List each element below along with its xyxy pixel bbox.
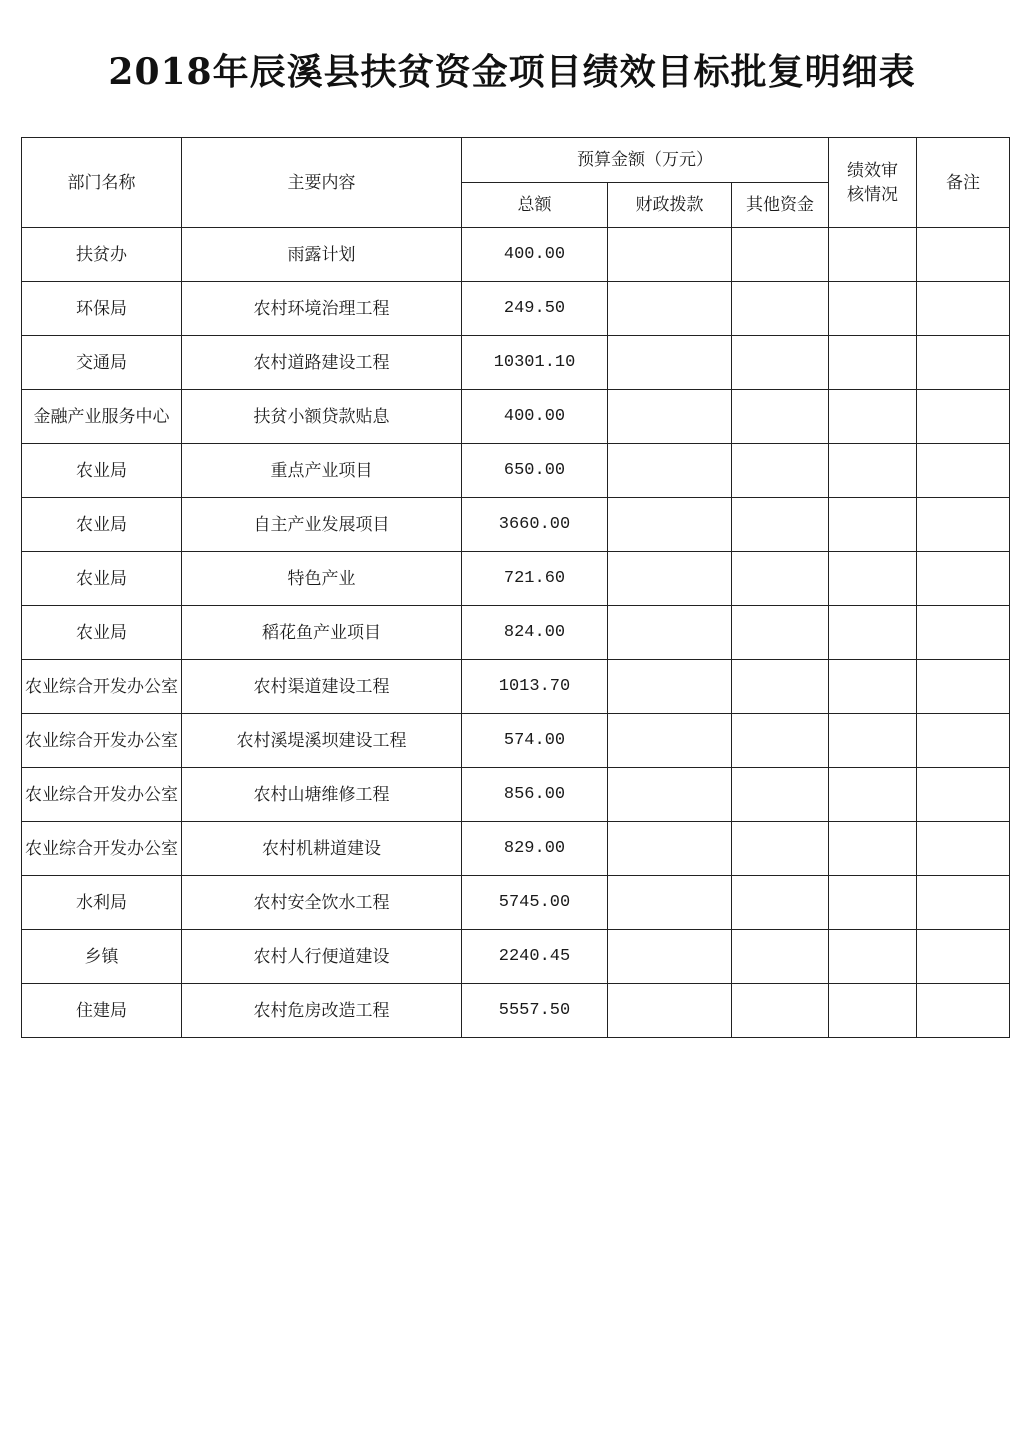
other-cell [732,444,829,498]
remark-cell [917,660,1010,714]
fiscal-cell [608,228,732,282]
remark-cell [917,606,1010,660]
content-cell: 农村环境治理工程 [182,282,462,336]
content-cell: 农村道路建设工程 [182,336,462,390]
header-content: 主要内容 [182,138,462,228]
dept-cell: 农业综合开发办公室 [22,822,182,876]
total-cell: 721.60 [462,552,608,606]
header-fiscal: 财政拨款 [608,183,732,228]
table-row [22,606,1010,660]
other-cell [732,714,829,768]
dept-cell: 农业局 [22,498,182,552]
content-cell: 农村溪堤溪坝建设工程 [182,714,462,768]
remark-cell [917,768,1010,822]
table-row [22,822,1010,876]
remark-cell [917,498,1010,552]
dept-cell: 扶贫办 [22,228,182,282]
fiscal-cell [608,714,732,768]
content-cell: 农村安全饮水工程 [182,876,462,930]
other-cell [732,282,829,336]
content-cell: 农村山塘维修工程 [182,768,462,822]
fiscal-cell [608,660,732,714]
dept-cell: 环保局 [22,282,182,336]
content-cell: 雨露计划 [182,228,462,282]
review-cell [829,444,917,498]
remark-cell [917,228,1010,282]
dept-cell: 农业综合开发办公室 [22,660,182,714]
fiscal-cell [608,930,732,984]
other-cell [732,930,829,984]
review-cell [829,660,917,714]
budget-table [21,137,1010,1038]
other-cell [732,498,829,552]
header-total: 总额 [462,183,608,228]
header-dept: 部门名称 [22,138,182,228]
review-cell [829,984,917,1038]
other-cell [732,606,829,660]
content-cell: 扶贫小额贷款贴息 [182,390,462,444]
fiscal-cell [608,822,732,876]
fiscal-cell [608,984,732,1038]
table-row [22,984,1010,1038]
total-cell: 5557.50 [462,984,608,1038]
total-cell: 2240.45 [462,930,608,984]
total-cell: 5745.00 [462,876,608,930]
total-cell: 1013.70 [462,660,608,714]
fiscal-cell [608,336,732,390]
dept-cell: 水利局 [22,876,182,930]
other-cell [732,228,829,282]
other-cell [732,822,829,876]
remark-cell [917,282,1010,336]
total-cell: 824.00 [462,606,608,660]
review-cell [829,282,917,336]
header-row [22,138,1010,183]
table-row [22,282,1010,336]
fiscal-cell [608,768,732,822]
total-cell: 10301.10 [462,336,608,390]
remark-cell [917,552,1010,606]
fiscal-cell [608,606,732,660]
remark-cell [917,390,1010,444]
total-cell: 856.00 [462,768,608,822]
fiscal-cell [608,444,732,498]
other-cell [732,984,829,1038]
table-row [22,930,1010,984]
header-other: 其他资金 [732,183,829,228]
total-cell: 574.00 [462,714,608,768]
dept-cell: 农业局 [22,552,182,606]
table-row [22,714,1010,768]
content-cell: 农村机耕道建设 [182,822,462,876]
fiscal-cell [608,552,732,606]
content-cell: 农村人行便道建设 [182,930,462,984]
review-cell [829,606,917,660]
total-cell: 249.50 [462,282,608,336]
table-row [22,876,1010,930]
content-cell: 农村危房改造工程 [182,984,462,1038]
content-cell: 农村渠道建设工程 [182,660,462,714]
fiscal-cell [608,282,732,336]
dept-cell: 农业综合开发办公室 [22,768,182,822]
content-cell: 自主产业发展项目 [182,498,462,552]
other-cell [732,336,829,390]
fiscal-cell [608,390,732,444]
review-cell [829,390,917,444]
review-cell [829,498,917,552]
total-cell: 400.00 [462,390,608,444]
table-row [22,552,1010,606]
review-cell [829,768,917,822]
page-title: 2018年辰溪县扶贫资金项目绩效目标批复明细表 [108,51,916,93]
dept-cell: 农业局 [22,606,182,660]
remark-cell [917,444,1010,498]
remark-cell [917,714,1010,768]
remark-cell [917,336,1010,390]
remark-cell [917,822,1010,876]
total-cell: 829.00 [462,822,608,876]
dept-cell: 乡镇 [22,930,182,984]
remark-cell [917,984,1010,1038]
review-cell [829,228,917,282]
content-cell: 稻花鱼产业项目 [182,606,462,660]
remark-cell [917,930,1010,984]
review-cell [829,552,917,606]
review-cell [829,876,917,930]
table-row [22,498,1010,552]
dept-cell: 住建局 [22,984,182,1038]
table-row [22,768,1010,822]
table-row [22,390,1010,444]
table-row [22,660,1010,714]
remark-cell [917,876,1010,930]
other-cell [732,660,829,714]
total-cell: 650.00 [462,444,608,498]
header-review: 绩效审核情况 [829,138,917,228]
total-cell: 400.00 [462,228,608,282]
fiscal-cell [608,876,732,930]
table-body [22,228,1010,1038]
content-cell: 特色产业 [182,552,462,606]
dept-cell: 金融产业服务中心 [22,390,182,444]
review-cell [829,714,917,768]
total-cell: 3660.00 [462,498,608,552]
table-row [22,228,1010,282]
other-cell [732,876,829,930]
other-cell [732,390,829,444]
header-budget: 预算金额（万元） [462,138,829,183]
dept-cell: 交通局 [22,336,182,390]
table-row [22,336,1010,390]
review-cell [829,822,917,876]
review-cell [829,930,917,984]
dept-cell: 农业局 [22,444,182,498]
review-cell [829,336,917,390]
other-cell [732,552,829,606]
content-cell: 重点产业项目 [182,444,462,498]
header-remark: 备注 [917,138,1010,228]
dept-cell: 农业综合开发办公室 [22,714,182,768]
table-row [22,444,1010,498]
fiscal-cell [608,498,732,552]
other-cell [732,768,829,822]
